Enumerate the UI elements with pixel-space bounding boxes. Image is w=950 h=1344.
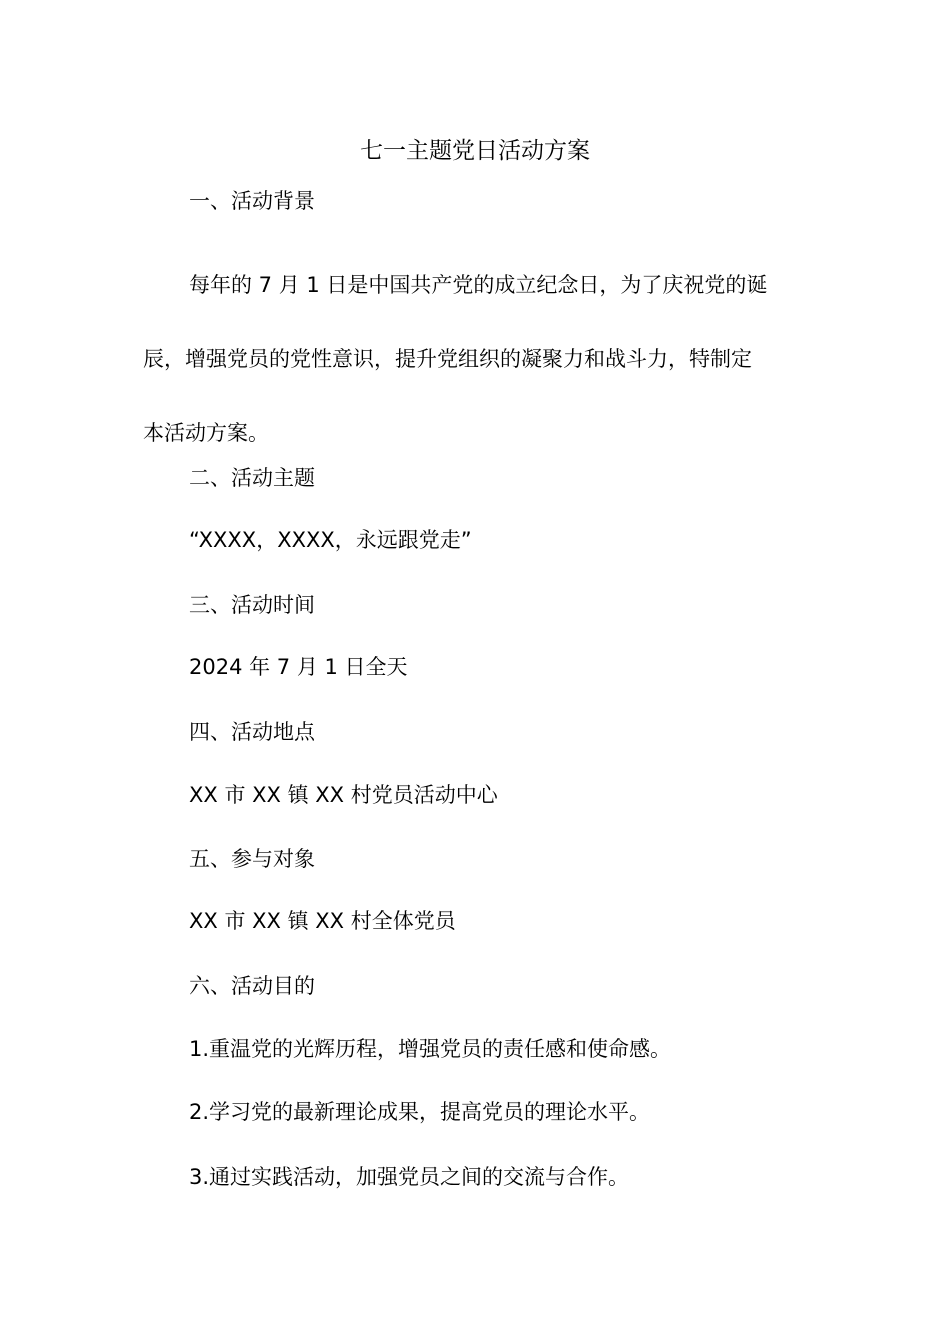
section-heading-time: 三、活动时间 [189, 593, 315, 617]
section-heading-background: 一、活动背景 [189, 189, 315, 213]
purpose-item: 1.重温党的光辉历程，增强党员的责任感和使命感。 [189, 1037, 672, 1061]
section-heading-location: 四、活动地点 [189, 720, 315, 744]
paragraph-line: 每年的 7 月 1 日是中国共产党的成立纪念日，为了庆祝党的诞 [189, 273, 768, 297]
participants-text: XX 市 XX 镇 XX 村全体党员 [189, 909, 456, 933]
purpose-item: 2.学习党的最新理论成果，提高党员的理论水平。 [189, 1100, 651, 1124]
theme-text: “XXXX，XXXX，永远跟党走” [189, 528, 472, 552]
document-title: 七一主题党日活动方案 [360, 138, 590, 164]
section-heading-purpose: 六、活动目的 [189, 974, 315, 998]
purpose-item: 3.通过实践活动，加强党员之间的交流与合作。 [189, 1165, 630, 1189]
location-text: XX 市 XX 镇 XX 村党员活动中心 [189, 783, 498, 807]
background-paragraph [143, 248, 811, 470]
paragraph-line: 辰，增强党员的党性意识，提升党组织的凝聚力和战斗力，特制定 [143, 347, 752, 371]
paragraph-line: 本活动方案。 [143, 421, 269, 445]
time-text: 2024 年 7 月 1 日全天 [189, 655, 408, 679]
section-heading-theme: 二、活动主题 [189, 466, 315, 490]
section-heading-participants: 五、参与对象 [189, 847, 315, 871]
